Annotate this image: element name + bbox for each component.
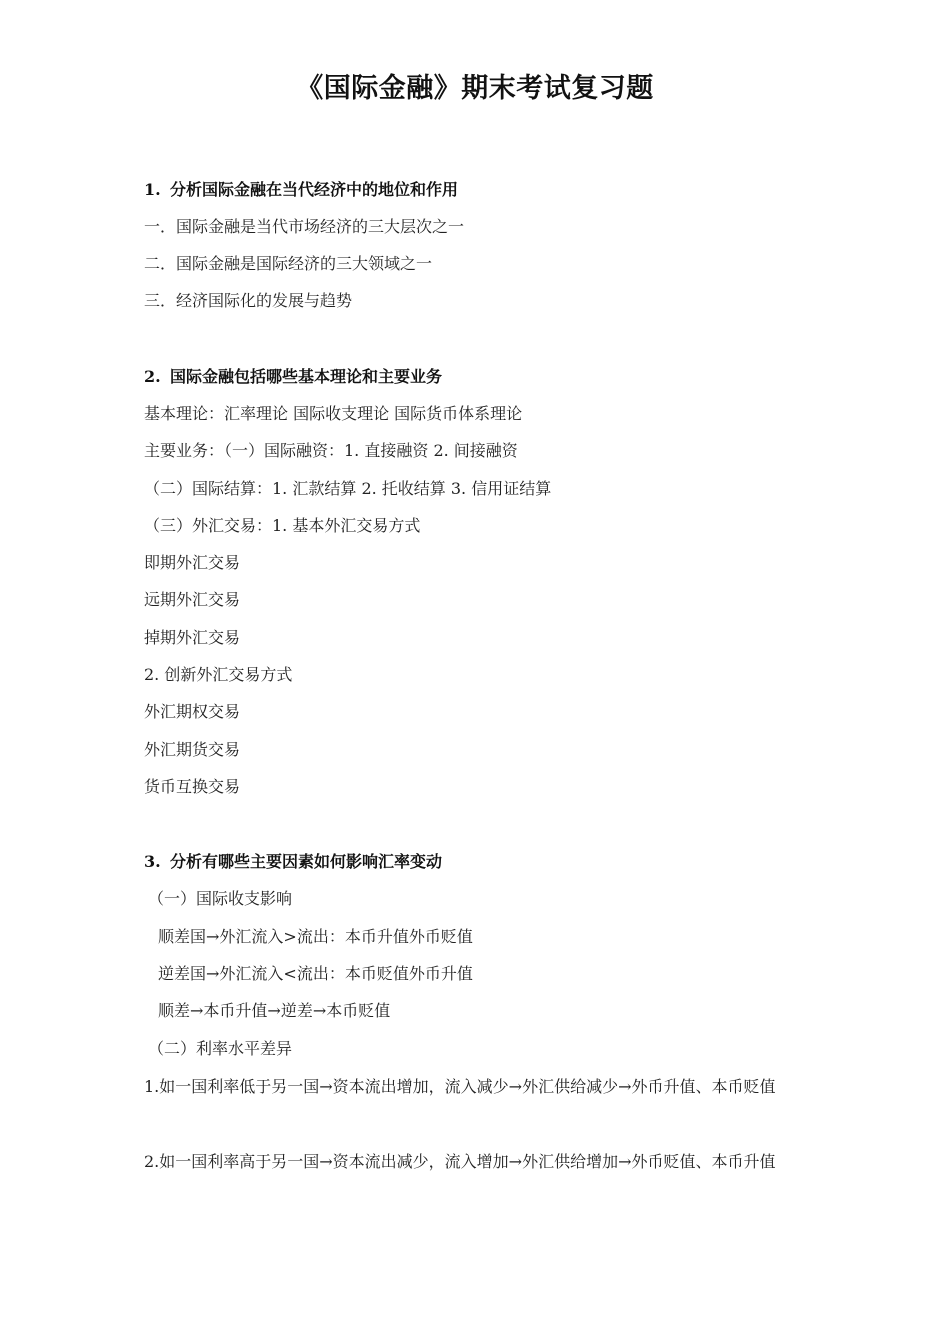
question-3-number: 3. [144, 852, 161, 871]
question-2-line: 基本理论：汇率理论 国际收支理论 国际货币体系理论 [144, 404, 523, 423]
question-3-paragraph: 2.如一国利率高于另一国→资本流出减少，流入增加→外汇供给增加→外币贬值、本币升值 [144, 1152, 776, 1171]
question-3-paragraph: 1.如一国利率低于另一国→资本流出增加，流入减少→外汇供给减少→外币升值、本币贬值 [144, 1077, 776, 1096]
question-1-heading [144, 179, 458, 201]
question-3-line: 顺差国→外汇流入>流出：本币升值外币贬值 [158, 927, 473, 946]
question-2-title: 国际金融包括哪些基本理论和主要业务 [170, 367, 443, 386]
question-2-number: 2. [144, 367, 161, 386]
question-1-line: 二．国际金融是国际经济的三大领域之一 [144, 254, 433, 273]
page-title: 《国际金融》期末考试复习题 [296, 73, 654, 104]
question-3-title: 分析有哪些主要因素如何影响汇率变动 [170, 852, 443, 871]
question-2-line: 主要业务：（一）国际融资：1. 直接融资 2. 间接融资 [144, 441, 518, 460]
question-2-line: 2. 创新外汇交易方式 [144, 665, 293, 684]
question-1-line: 一．国际金融是当代市场经济的三大层次之一 [144, 217, 465, 236]
question-2-line: 即期外汇交易 [144, 553, 241, 572]
question-1-title: 分析国际金融在当代经济中的地位和作用 [170, 180, 459, 199]
question-2-line: （三）外汇交易：1. 基本外汇交易方式 [144, 516, 421, 535]
question-2-line: （二）国际结算：1. 汇款结算 2. 托收结算 3. 信用证结算 [144, 479, 552, 498]
question-1-number: 1. [144, 180, 161, 199]
question-3-subheading: （一）国际收支影响 [148, 889, 293, 908]
question-3-subheading: （二）利率水平差异 [148, 1039, 293, 1058]
question-2-line: 外汇期权交易 [144, 702, 241, 721]
question-1-line: 三．经济国际化的发展与趋势 [144, 291, 353, 310]
question-3-line: 逆差国→外汇流入<流出：本币贬值外币升值 [158, 964, 473, 983]
question-2-line: 货币互换交易 [144, 777, 241, 796]
question-2-line: 掉期外汇交易 [144, 628, 241, 647]
question-3-line: 顺差→本币升值→逆差→本币贬值 [158, 1001, 391, 1020]
question-3-heading [144, 851, 442, 873]
question-2-line: 外汇期货交易 [144, 740, 241, 759]
question-2-heading [144, 366, 442, 388]
question-2-line: 远期外汇交易 [144, 590, 241, 609]
